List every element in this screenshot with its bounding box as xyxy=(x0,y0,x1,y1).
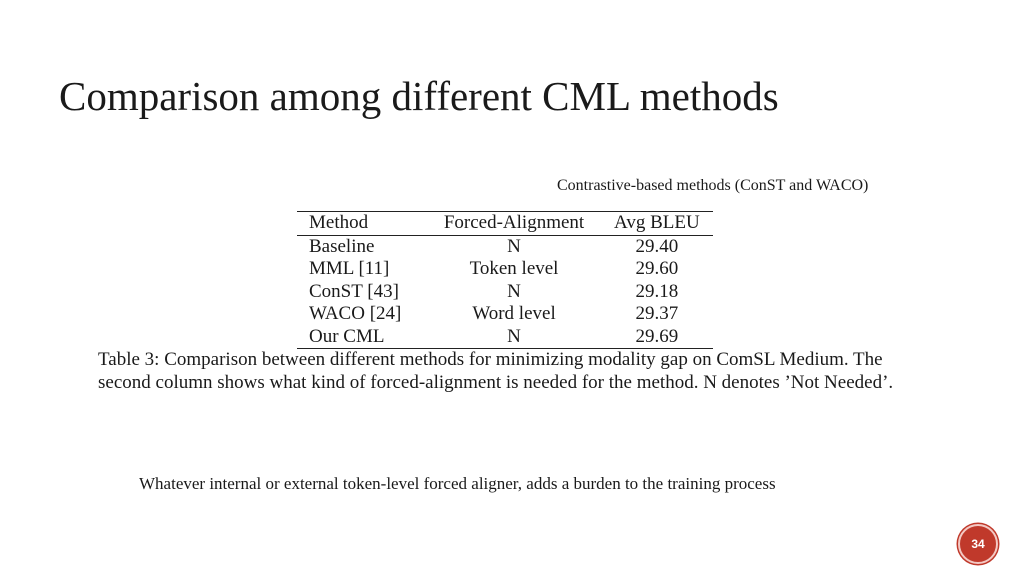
header-avg-bleu: Avg BLEU xyxy=(614,212,700,234)
cell-method: Baseline xyxy=(309,235,375,257)
results-table xyxy=(297,211,713,349)
header-forced-alignment: Forced-Alignment xyxy=(443,212,585,234)
cell-forced-alignment: N xyxy=(507,325,521,347)
table-row xyxy=(297,303,713,326)
table-row xyxy=(297,326,713,349)
table-caption: Table 3: Comparison between different methods for minimizing modality gap on ComSL Medium. The second column shows what kind of forced-alignment is needed for the method. N denotes ’Not Needed’. xyxy=(98,349,894,393)
cell-avg-bleu: 29.18 xyxy=(635,280,679,302)
table-row xyxy=(297,281,713,304)
slide-title: Comparison among different CML methods xyxy=(59,73,779,119)
cell-avg-bleu: 29.40 xyxy=(635,235,679,257)
page-number-badge: 34 xyxy=(958,524,998,564)
table-row xyxy=(297,258,713,281)
cell-method: Our CML xyxy=(309,325,385,347)
cell-avg-bleu: 29.37 xyxy=(635,303,679,325)
cell-method: ConST [43] xyxy=(309,280,399,302)
cell-forced-alignment: Word level xyxy=(472,303,556,325)
table-header-row xyxy=(297,212,713,236)
header-method: Method xyxy=(309,212,369,234)
cell-avg-bleu: 29.60 xyxy=(635,258,679,280)
table-row xyxy=(297,235,713,258)
cell-forced-alignment: N xyxy=(507,280,521,302)
cell-forced-alignment: Token level xyxy=(469,258,559,280)
cell-method: WACO [24] xyxy=(309,303,402,325)
forced-aligner-note: Whatever internal or external token-level forced aligner, adds a burden to the training process xyxy=(139,474,776,493)
cell-forced-alignment: N xyxy=(507,235,521,257)
cell-method: MML [11] xyxy=(309,258,390,280)
contrastive-methods-note: Contrastive-based methods (ConST and WACO) xyxy=(557,177,869,194)
cell-avg-bleu: 29.69 xyxy=(635,325,679,347)
results-table-figure xyxy=(297,211,713,349)
